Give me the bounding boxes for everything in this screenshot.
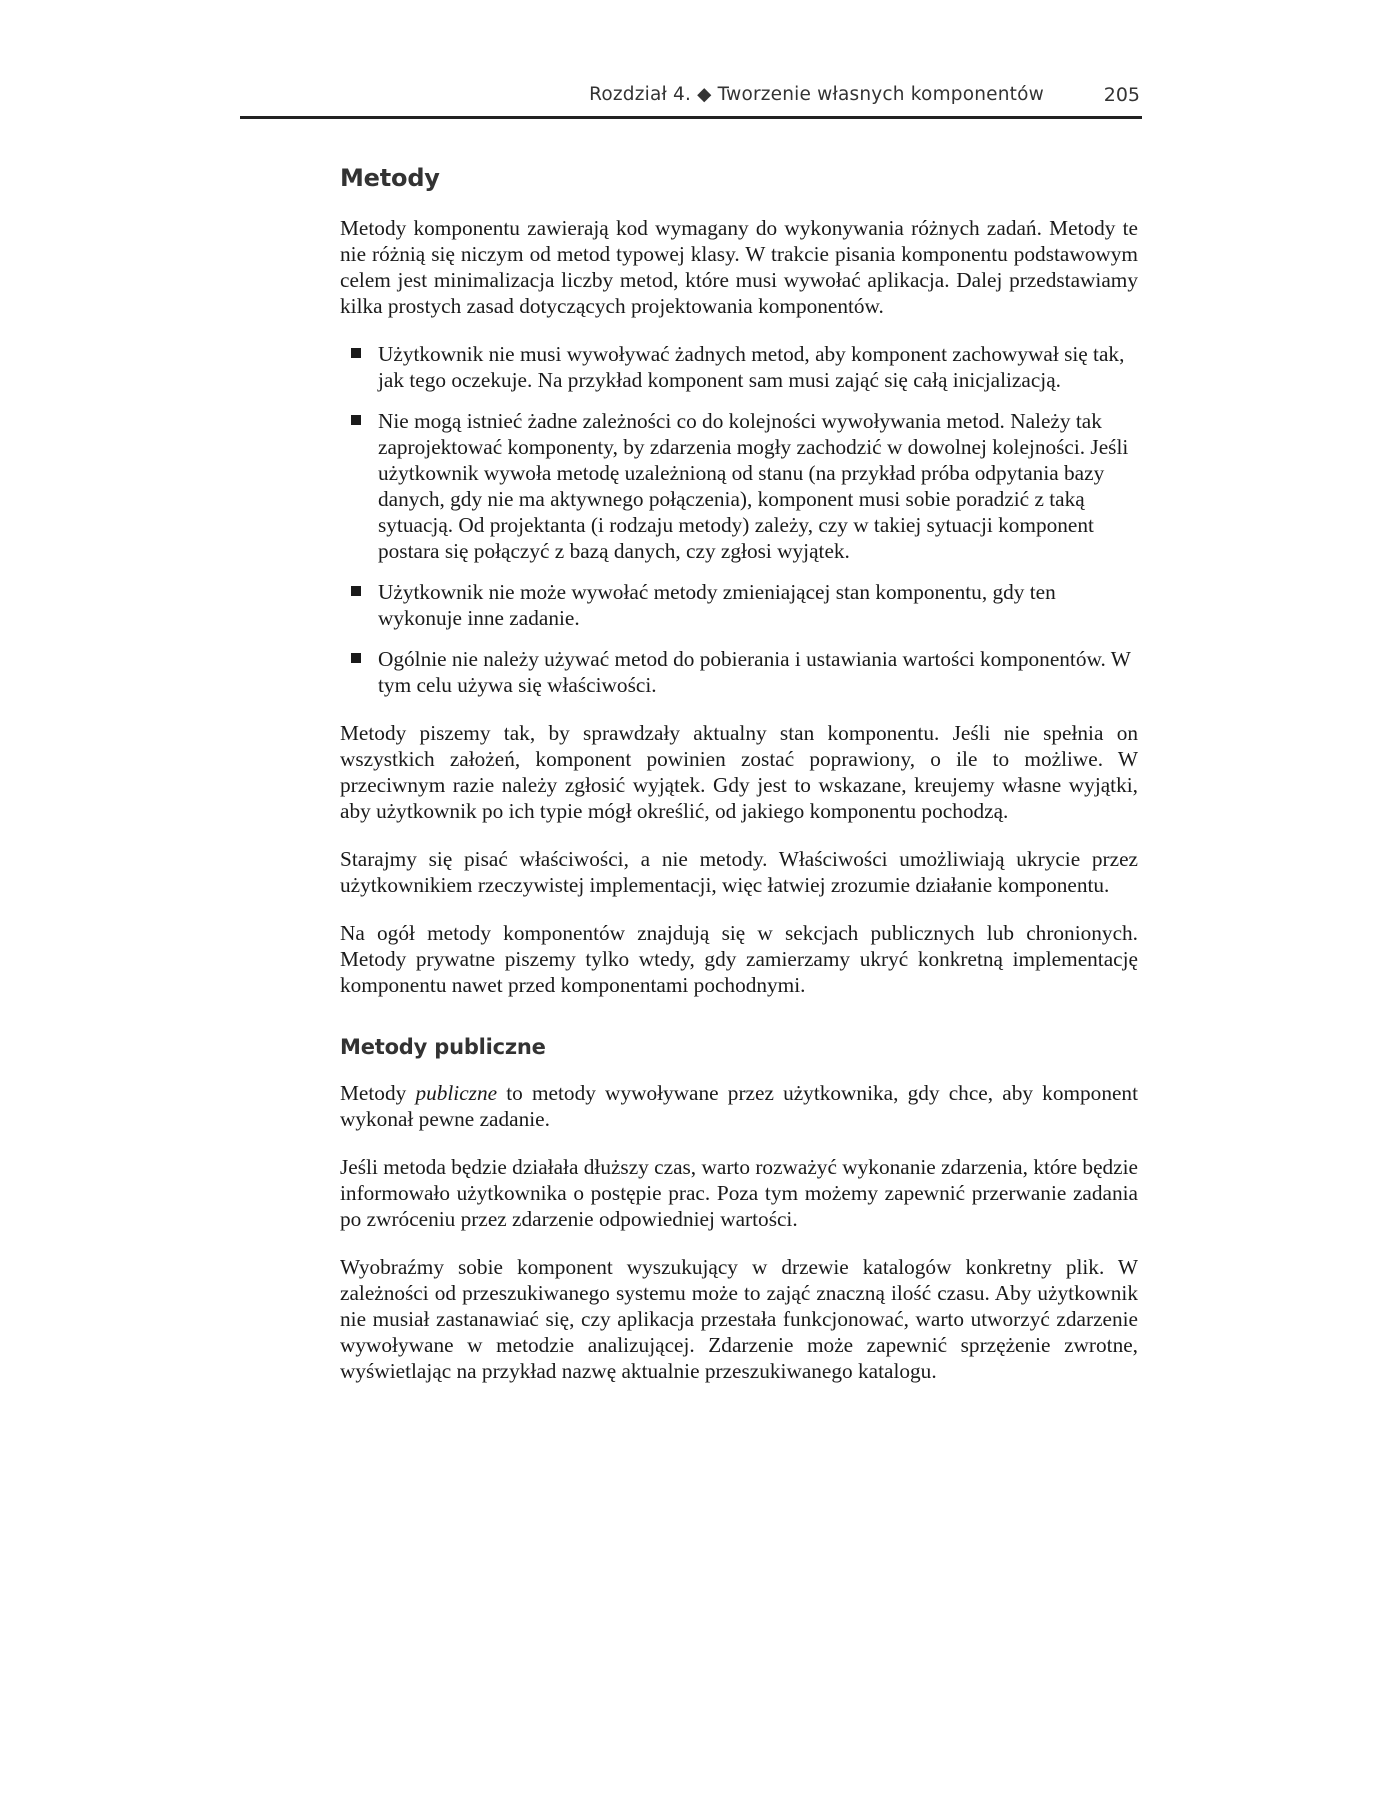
paragraph: Na ogół metody komponentów znajdują się w sekcjach publicznych lub chronionych. Metody prywatne piszemy tylko wtedy, gdy zamierzamy ukryć konkretną implementację komponentu nawet przed komponentami pochodnymi.: [340, 921, 1138, 997]
list-item-text: Nie mogą istnieć żadne zależności co do kolejności wywoływania metod. Należy tak zaprojektować komponenty, by zdarzenia mogły zachodzić w dowolnej kolejności. Jeśli użytkownik wywoła metodę uzależnioną od stanu (na przykład próba odpytania bazy danych, gdy nie ma aktywnego połączenia), komponent musi sobie poradzić z taką sytuacją. Od projektanta (i rodzaju metody) zależy, czy w takiej sytuacji komponent postara się połączyć z bazą danych, czy zgłosi wyjątek.: [378, 409, 1129, 563]
list-item-text: Ogólnie nie należy używać metod do pobierania i ustawiania wartości komponentów. W tym celu używa się właściwości.: [378, 647, 1131, 697]
bullet-list: [340, 341, 1138, 698]
italic-term: publiczne: [415, 1081, 498, 1105]
square-bullet-icon: [351, 586, 361, 596]
paragraph: Jeśli metoda będzie działała dłuższy czas, warto rozważyć wykonanie zdarzenia, które będzie informowało użytkownika o postępie prac. Poza tym możemy zapewnić przerwanie zadania po zwróceniu przez zdarzenie odpowiedniej wartości.: [340, 1155, 1138, 1231]
section-heading: Metody: [340, 164, 440, 192]
paragraph: Wyobraźmy sobie komponent wyszukujący w drzewie katalogów konkretny plik. W zależności od przeszukiwanego systemu może to zająć znaczną ilość czasu. Aby użytkownik nie musiał zastanawiać się, czy aplikacja przestała funkcjonować, warto utworzyć zdarzenie wywoływane w metodzie analizującej. Zdarzenie może zapewnić sprzężenie zwrotne, wyświetlając na przykład nazwę aktualnie przeszukiwanego katalogu.: [340, 1255, 1138, 1383]
page-header: [240, 84, 1142, 119]
list-item-text: Użytkownik nie może wywołać metody zmieniającej stan komponentu, gdy ten wykonuje inne zadanie.: [378, 580, 1056, 630]
paragraph-public-methods: [340, 1080, 1138, 1132]
list-item: [340, 646, 1138, 698]
square-bullet-icon: [351, 415, 361, 425]
running-title: Rozdział 4. ◆ Tworzenie własnych komponentów: [589, 84, 1044, 105]
square-bullet-icon: [351, 653, 361, 663]
paragraph-text: to metody wywoływane przez użytkownika, gdy chce, aby komponent wykonał pewne zadanie.: [340, 1081, 1138, 1131]
subsection-heading: Metody publiczne: [340, 1035, 546, 1059]
paragraph-text: Metody: [340, 1081, 416, 1105]
square-bullet-icon: [351, 348, 361, 358]
page-number: 205: [1103, 84, 1140, 106]
list-item: [340, 341, 1138, 393]
page-body: [340, 160, 1138, 1384]
list-item: [340, 408, 1138, 564]
paragraph: Metody piszemy tak, by sprawdzały aktualny stan komponentu. Jeśli nie spełnia on wszystkich założeń, komponent powinien zostać poprawiony, o ile to możliwe. W przeciwnym razie należy zgłosić wyjątek. Gdy jest to wskazane, kreujemy własne wyjątki, aby użytkownik po ich typie mógł określić, od jakiego komponentu pochodzą.: [340, 721, 1138, 823]
list-item: [340, 579, 1138, 631]
paragraph-intro: Metody komponentu zawierają kod wymagany do wykonywania różnych zadań. Metody te nie różnią się niczym od metod typowej klasy. W trakcie pisania komponentu podstawowym celem jest minimalizacja liczby metod, które musi wywołać aplikacja. Dalej przedstawiamy kilka prostych zasad dotyczących projektowania komponentów.: [340, 216, 1138, 318]
paragraph: Starajmy się pisać właściwości, a nie metody. Właściwości umożliwiają ukrycie przez użytkownikiem rzeczywistej implementacji, więc łatwiej zrozumie działanie komponentu.: [340, 847, 1138, 897]
list-item-text: Użytkownik nie musi wywoływać żadnych metod, aby komponent zachowywał się tak, jak tego oczekuje. Na przykład komponent sam musi zająć się całą inicjalizacją.: [378, 342, 1125, 392]
